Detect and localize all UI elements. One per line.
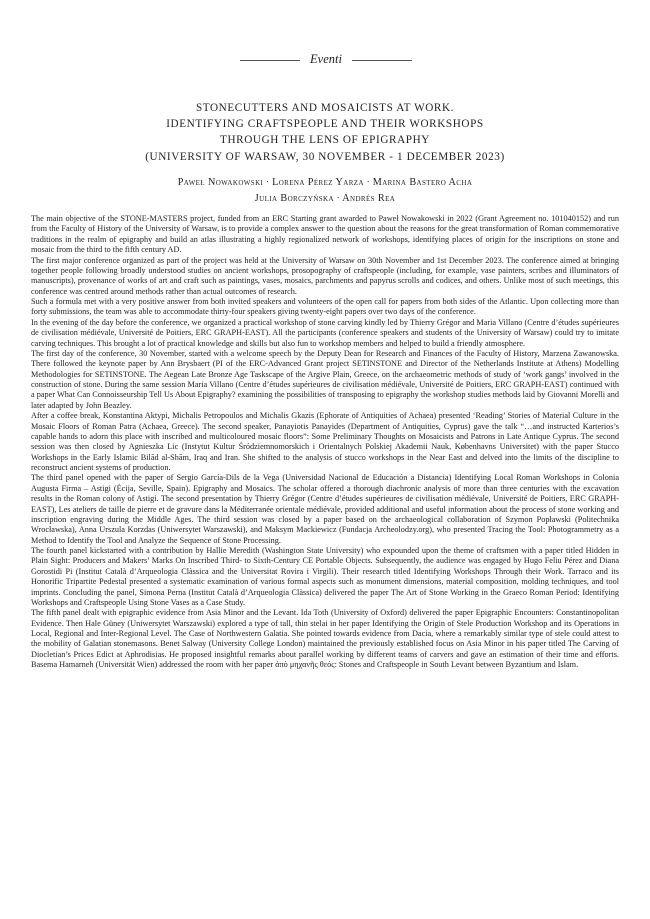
header-rule-right <box>352 60 412 61</box>
paragraph: The third panel opened with the paper of Sergio García-Dils de la Vega (Universidad Nacional de Educación a Distancia) Identifying Local Roman Workshops in Colonia Augusta Firma – Astigi (Écija, Seville, Spain). Epigraphy and Mosaics. The scholar offered a thorough diachronic analysis of more than three centuries with the excavation results in the Roman colony of Astigi. The second presentation by Thierry Grégor (Centre d’études supérieures de civilisation médiévale, Université de Poitiers, ERC GRAPH-EAST), Les ateliers de taille de pierre et de gravure dans la Méditerranée orientale médiévale, provided additional and useful information about the process of stone working and inscription engraving during the Middle Ages. The third session was closed by a paper based on the archaeological collaboration of Szymon Popławski (Politechnika Wrocławska), Anna Urszula Korzdas (Uniwersytet Warszawski), and Maksym Mackiewicz (Fundacja Archeolodzy.org), who presented Tracing the Tool: Photogrammetry as a Method to Identify the Tool and Analyze the Sequence of Stone Processing. <box>31 473 619 545</box>
author-list <box>60 175 590 206</box>
title-line: THROUGH THE LENS OF EPIGRAPHY <box>220 134 430 147</box>
paragraph: The main objective of the STONE-MASTERS project, funded from an ERC Starting grant awarded to Paweł Nowakowski in 2022 (Grant Agreement no. 101040152) and run from the Faculty of History of the University of Warsaw, is to provide a complex answer to the question about the reasons for the great transformation of Roman commemorative traditions in the realm of epigraphy and build an atlas illustrating a highly regionalized network of workshops, identifying places of origin for the inscriptions on stone and mosaic from the third to the fifth century AD. <box>31 214 619 255</box>
paragraph: Such a formula met with a very positive answer from both invited speakers and volunteers of the open call for papers from both sides of the Atlantic. Upon collecting more than forty submissions, the team was able to accommodate thirty-four speakers giving twenty-eight papers over two days of the conference. <box>31 297 619 317</box>
paragraph: The first major conference organized as part of the project was held at the University of Warsaw on 30th November and 1st December 2023. The conference aimed at bringing together people following broadly understood studies on ancient workshops, prosopography of craftspeople (including, for example, vase painters, scribes and illuminators of manuscripts), provenance of works of art and craft such as paintings, vases, mosaics, parchments and papyrus scrolls and codices, and others. Unlike most of such meetings, this conference was centred around methods rather than actual outcomes of research. <box>31 255 619 296</box>
paragraph: The first day of the conference, 30 November, started with a welcome speech by the Deputy Dean for Research and Finances of the Faculty of History, Marzena Zawanowska. There followed the keynote paper by Ann Brysbaert (PI of the ERC-Advanced Grant project SETINSTONE and Director of the Netherlands Institute at Athens) Modelling Methodologies for SETINSTONE. The Aegean Late Bronze Age Taskscape of the Argive Plain, Greece, on the archaeometric methods of study of ‘work gangs’ involved in the construction of stone. During the same session Maria Villano (Centre d’études supérieures de civilisation médiévale, Université de Poitiers, ERC GRAPH-EAST) continued with a paper What Can Connoisseurship Tell Us About Epigraphy? examining the possibilities of transposing to epigraphy the workshop studies methods laid by Giovanni Morelli and later adapted by John Beazley. <box>31 348 619 410</box>
paragraph: After a coffee break, Konstantina Aktypi, Michalis Petropoulos and Michalis Gkazis (Ephorate of Antiquities of Achaea) presented ‘Reading’ Stories of Material Culture in the Mosaic Floors of Roman Patra (Achaea, Greece). The second speaker, Panayiotis Panayides (Department of Antiquities, Cyprus) gave the talk “…and instructed Karterios’s capable hands to adorn this place with inscribed and multicoloured mosaic floors”: Some Preliminary Thoughts on Mosaicists and Patrons in Late Antique Cyprus. The second session was then closed by Agnieszka Lic (Instytut Kultur Śródziemnomorskich i Orientalnych Polskiej Akademii Nauk, Københavns Universitet) with the paper Stucco Workshops in the Early Islamic Bilād al-Shām, Iraq and Iran. She shifted to the analysis of stucco workshops in the Near East and delved into the limits of the discipline to reconstruct ancient systems of production. <box>31 411 619 472</box>
section-label: Eventi <box>310 52 342 66</box>
paragraph: The fifth panel dealt with epigraphic evidence from Asia Minor and the Levant. Ida Toth (University of Oxford) delivered the paper Epigraphic Encounters: Constantinopolitan Evidence. Then Hale Güney (Uniwersytet Warszawski) explored a type of tall, thin stelai in her paper Identifying the Origin of Stele Production Workshop and its Operations in Local, Regional and Inter-Regional Level. The Case of Northwestern Galatia. She pointed towards evidence from Dacia, where a remarkably similar type of stele could attest to the mobility of Galatian stonemasons. Benet Salway (University College London) maintained the previously established focus on Asia Minor in his paper titled The Carving of Diocletian’s Prices Edict at Aphrodisias. He proposed insightful remarks about parallel working by different teams of carvers and gave an estimation of their time and efforts. Basema Hamarneh (Universität Wien) addressed the room with her paper ἀπὸ μηχανῆς θεός: Stones and Craftspeople in South Levant between Byzantium and Islam. <box>31 608 619 670</box>
title-line: (UNIVERSITY OF WARSAW, 30 NOVEMBER - 1 DECEMBER 2023) <box>145 150 505 163</box>
article-title <box>60 100 590 165</box>
authors-line: Julia Borczyńska ∙ Andrés Rea <box>254 192 396 204</box>
authors-line: Paweł Nowakowski ∙ Lorena Pérez Yarza ∙ Marina Bastero Acha <box>177 177 473 188</box>
title-line: IDENTIFYING CRAFTSPEOPLE AND THEIR WORKSHOPS <box>166 118 484 131</box>
paragraph: The fourth panel kickstarted with a contribution by Hallie Meredith (Washington State University) who expounded upon the theme of craftsmen with a paper titled Hidden in Plain Sight: Producers and Makers’ Marks On Inscribed Third- to Sixth-Century CE Portable Objects. Subsequently, the audience was engaged by Hugo Feliu Pérez and Diana Gorostidi Pi (Institut Català d’Arqueologia Clàssica and the Universitat Rovira i Virgili). Their research titled Identifying Workshops Through their Work. Tarraco and its Honorific Tripartite Pedestal presented a systematic examination of various formal aspects such as monument dimensions, material composition, molding techniques, and tool imprints. Concluding the panel, Simona Perna (Institut Català d’Arqueologia Clàssica) delivered the paper The Art of Stone Working in the Graeco Roman Period: Identifying Workshops and Craftspeople Using Stone Vases as a Case Study. <box>31 546 619 607</box>
title-line: STONECUTTERS AND MOSAICISTS AT WORK. <box>195 102 455 114</box>
article-body <box>31 214 619 671</box>
paragraph: In the evening of the day before the conference, we organized a practical workshop of stone carving kindly led by Thierry Grégor and Maria Villano (Centre d’études supérieures de civilisation médiévale, Université de Poitiers, ERC GRAPH-EAST). All the participants (conference speakers and students of the University of Warsaw) could try to imitate carving techniques. This brought a lot of practical knowledge and skills but also fun to workshop members and helped to build a friendly atmosphere. <box>31 317 619 348</box>
section-header <box>0 48 650 74</box>
header-rule-left <box>240 60 300 61</box>
